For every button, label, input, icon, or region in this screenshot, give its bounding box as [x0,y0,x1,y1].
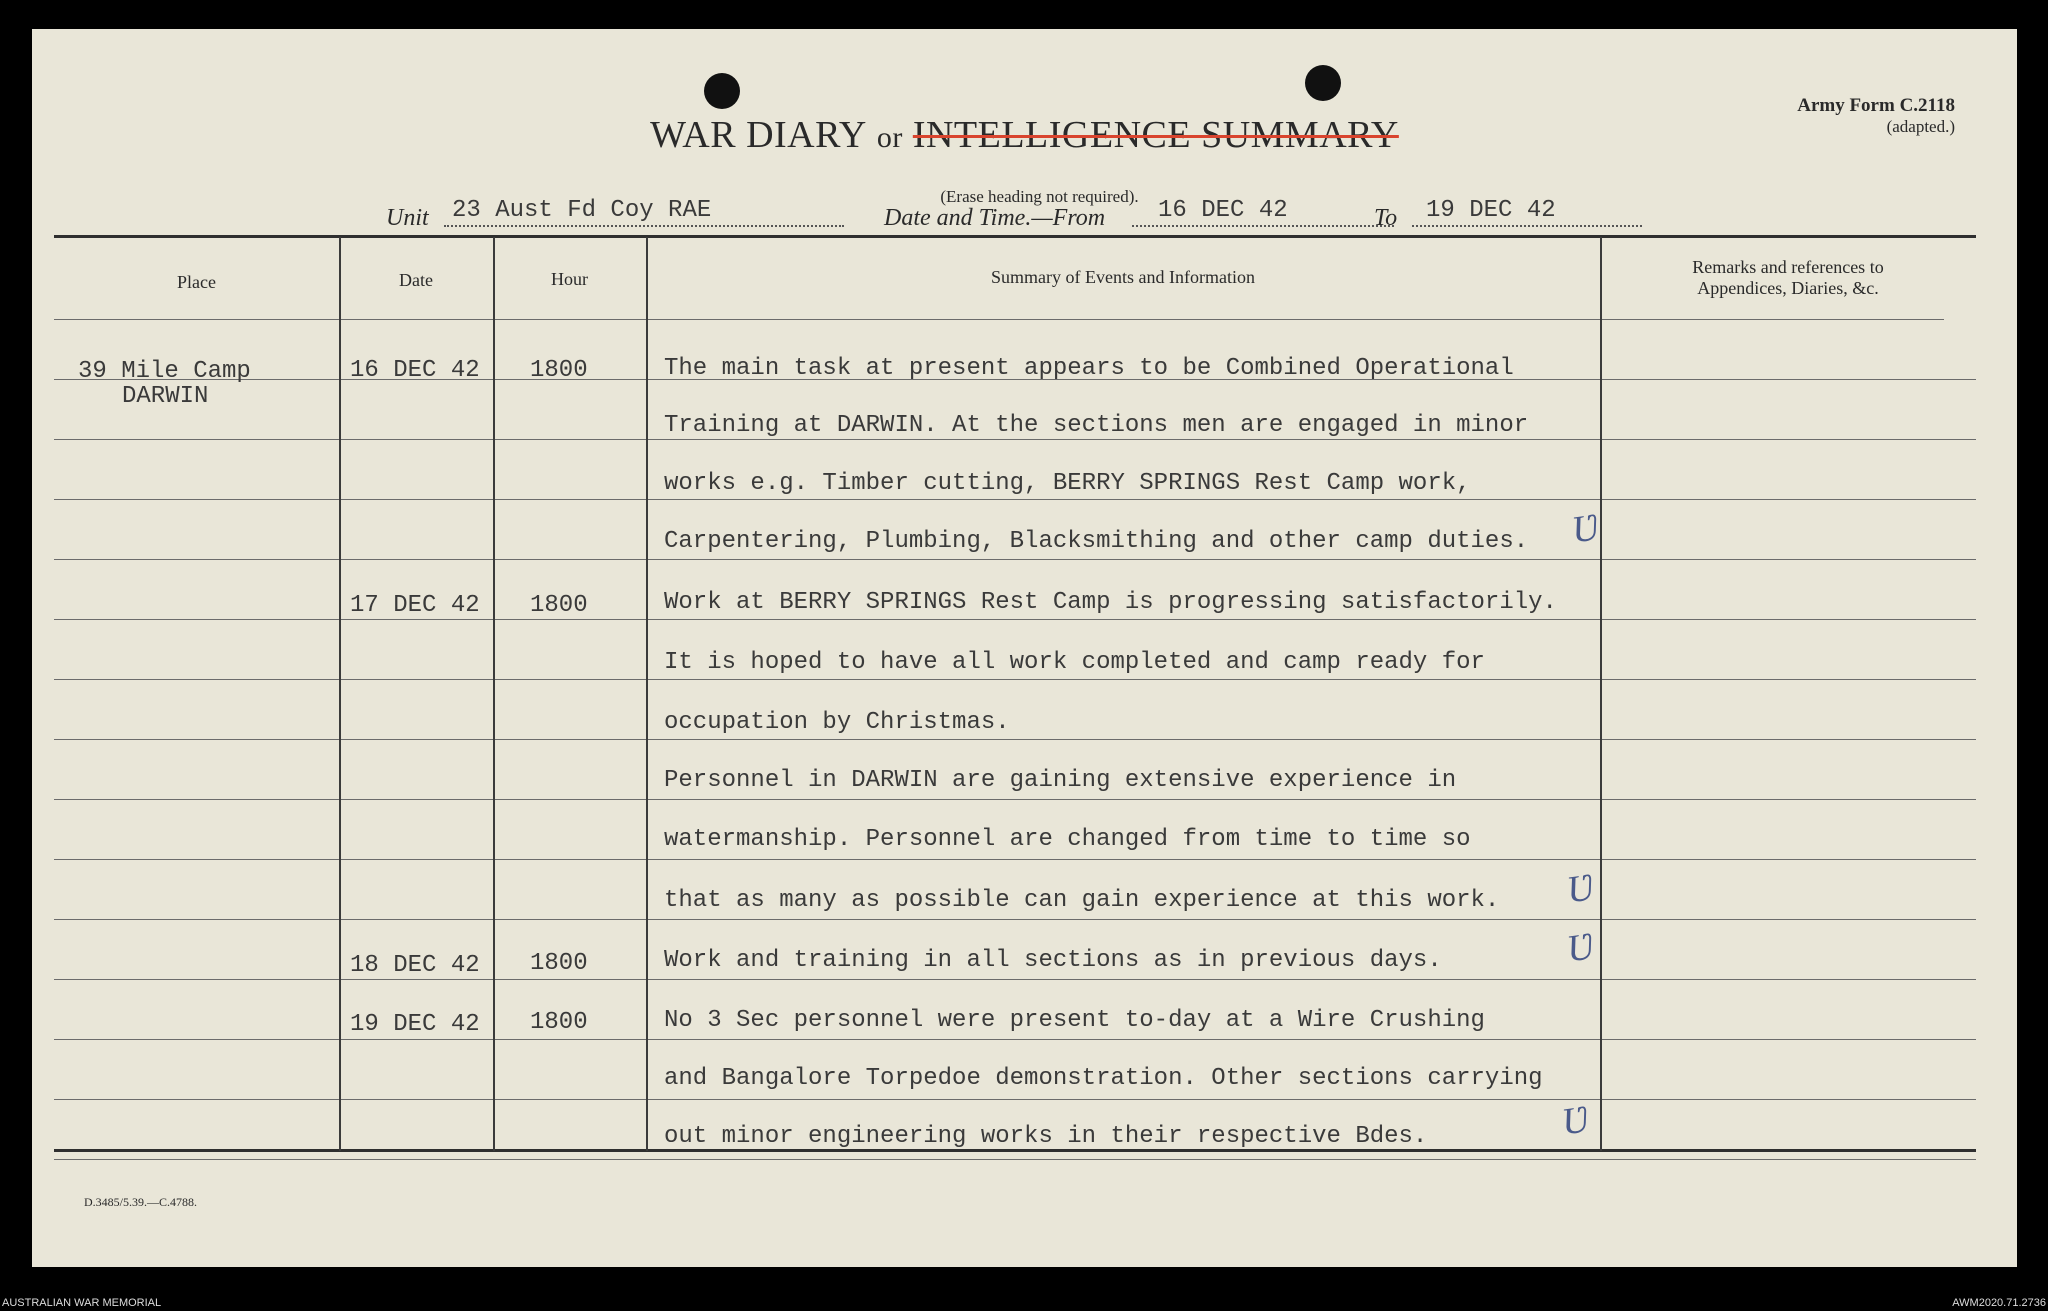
form-adapted-note: (adapted.) [1886,117,1955,136]
title-or: or [876,121,903,154]
from-dotted-line [1132,225,1394,227]
row-rule [54,979,1976,980]
summary-line: The main task at present appears to be Combined Operational [664,355,1514,382]
title-war-diary: WAR DIARY [650,114,867,156]
title-intelligence-summary: INTELLIGENCE SUMMARY [912,114,1399,156]
col-header-hour: Hour [551,269,588,289]
col-header-remarks [1600,257,1976,299]
summary-remarks-divider [1600,237,1602,1151]
col-header-date: Date [399,270,433,290]
to-date-value: 19 DEC 42 [1426,197,1556,224]
summary-line: out minor engineering works in their respective Bdes. [664,1123,1428,1150]
unit-value: 23 Aust Fd Coy RAE [452,197,712,224]
row-rule [54,619,1976,620]
print-code: D.3485/5.39.—C.4788. [84,1195,198,1209]
from-date-value: 16 DEC 42 [1158,197,1288,224]
summary-line: occupation by Christmas. [664,709,1010,736]
row-rule [54,679,1976,680]
to-label: To [1374,205,1398,231]
summary-line: Work at BERRY SPRINGS Rest Camp is progressing satisfactorily. [664,589,1557,616]
table-top-rule [54,235,1976,238]
remarks-header-line1: Remarks and references to [1692,257,1884,277]
summary-line: that as many as possible can gain experience at this work. [664,887,1500,914]
entry-date: 18 DEC 42 [350,952,480,979]
summary-line: Personnel in DARWIN are gaining extensive experience in [664,767,1457,794]
row-rule [54,1099,1976,1100]
entry-hour: 1800 [530,1009,588,1036]
summary-line: Work and training in all sections as in previous days. [664,947,1442,974]
checkmark-icon: Ʋ [1559,1098,1591,1144]
col-header-summary: Summary of Events and Information [991,267,1255,287]
form-number: Army Form C.2118 [1797,95,1955,116]
row-rule [54,439,1976,440]
entry-date: 19 DEC 42 [350,1011,480,1038]
war-diary-sheet [32,29,2017,1267]
entry-date: 16 DEC 42 [350,357,480,384]
remarks-header-line2: Appendices, Diaries, &c. [1697,278,1879,298]
to-dotted-line [1412,225,1642,227]
checkmark-icon: Ʋ [1564,925,1596,971]
row-rule [54,799,1976,800]
unit-dotted-line [444,225,844,227]
row-rule [54,739,1976,740]
punch-hole [1305,65,1341,101]
datetime-label: Date and Time.—From [884,205,1106,231]
entry-hour: 1800 [530,357,588,384]
punch-hole [704,73,740,109]
row-rule [54,859,1976,860]
checkmark-icon: Ʋ [1569,506,1601,552]
date-hour-divider [493,237,495,1151]
archive-reference: AWM2020.71.2736 [1952,1297,2046,1309]
row-rule [54,919,1976,920]
header-rule [54,319,1944,320]
summary-line: watermanship. Personnel are changed from time to time so [664,826,1471,853]
summary-line: works e.g. Timber cutting, BERRY SPRINGS Rest Camp work, [664,470,1471,497]
summary-line: and Bangalore Torpedoe demonstration. Other sections carrying [664,1065,1543,1092]
erase-note: (Erase heading not required). [940,187,1139,206]
entry-hour: 1800 [530,950,588,977]
checkmark-icon: Ʋ [1564,866,1596,912]
row-rule [54,499,1976,500]
summary-line: Training at DARWIN. At the sections men are engaged in minor [664,412,1529,439]
form-title [32,113,2017,157]
place-date-divider [339,237,341,1151]
col-header-place: Place [177,272,216,292]
row-rule [54,1039,1976,1040]
row-rule [54,1159,1976,1160]
archive-caption: AUSTRALIAN WAR MEMORIAL [2,1297,162,1309]
place-darwin: DARWIN [122,383,209,410]
summary-line: Carpentering, Plumbing, Blacksmithing and other camp duties. [664,528,1529,555]
place-camp: 39 Mile Camp [78,358,251,385]
army-form-id [1797,95,1955,137]
summary-line: It is hoped to have all work completed and camp ready for [664,649,1485,676]
summary-line: No 3 Sec personnel were present to-day at a Wire Crushing [664,1007,1485,1034]
unit-label: Unit [386,205,429,231]
entry-hour: 1800 [530,592,588,619]
entry-date: 17 DEC 42 [350,592,480,619]
row-rule [54,559,1976,560]
hour-summary-divider [646,237,648,1151]
